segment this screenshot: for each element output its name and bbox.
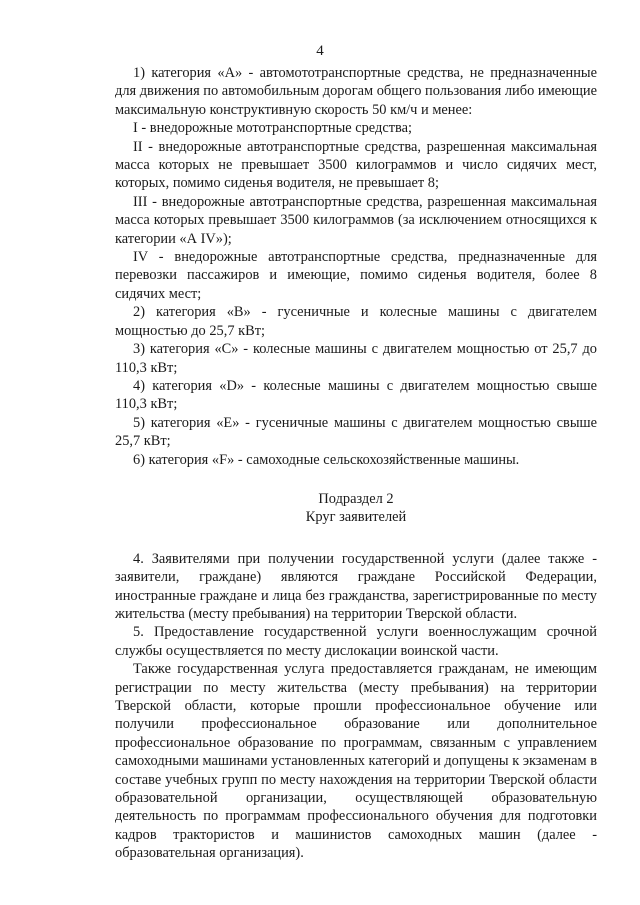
subsection-label: Подраздел 2 — [318, 490, 394, 507]
subsection-title: Круг заявителей — [305, 509, 407, 526]
category-c-paragraph: 3) категория «С» - колесные машины с двигателем мощностью от 25,7 до 110,3 кВт; — [115, 341, 597, 376]
category-f-paragraph: 6) категория «F» - самоходные сельскохозяйственные машины. — [133, 451, 520, 468]
page-number: 4 — [316, 43, 324, 59]
category-b-paragraph: 2) категория «В» - гусеничные и колесные машины с двигателем мощностью до 25,7 кВт; — [115, 304, 597, 339]
spacer — [115, 469, 597, 490]
spacer — [115, 527, 597, 550]
category-e-paragraph: 5) категория «Е» - гусеничные машины с двигателем мощностью свыше 25,7 кВт; — [115, 414, 597, 450]
category-a-paragraph: 1) категория «А» - автомототранспортные средства, не предназначенные для движения по автомобильным дорогам общего пользования либо имеющие максимальную конструктивную скорость 50 км/ч и менее: — [115, 65, 597, 118]
category-a-ii-paragraph: II - внедорожные автотранспортные средства, разрешенная максимальная масса которых не превышает 3500 килограммов и число сидячих мест, которых, помимо сиденья водителя, не превышает 8; — [115, 138, 597, 192]
applicants-paragraph-4: 4. Заявителями при получении государственной услуги (далее также - заявители, граждане) являются граждане Российской Федерации, иностранные граждане и лица без гражданства, зарегистрированные по месту жительства (месту пребывания) на территории Тверской области. — [115, 550, 597, 622]
category-a-iv-paragraph: IV - внедорожные автотранспортные средства, предназначенные для перевозки пассажиров и имеющие, помимо сиденья водителя, более 8 сидячих мест; — [115, 249, 597, 302]
category-d-paragraph: 4) категория «D» - колесные машины с двигателем мощностью свыше 110,3 кВт; — [115, 377, 597, 413]
applicants-paragraph-5: 5. Предоставление государственной услуги военнослужащим срочной службы осуществляется по месту дислокации воинской части. — [115, 624, 597, 659]
document-body — [115, 64, 597, 863]
applicants-paragraph-also: Также государственная услуга предоставляется гражданам, не имеющим регистрации по месту жительства (месту пребывания) на территории Тверской области, которые прошли профессиональное обучение или получили профессиональное образование или дополнительное профессиональное образование по программам, связанным с управлением самоходными машинами установленных категорий и допущены к экзаменам в составе учебных групп по месту нахождения на территории Тверской области образовательной организации, осуществляющей образовательную деятельность по программам профессионального обучения для подготовки кадров трактористов и машинистов самоходных машин (далее - образовательная организация). — [115, 661, 597, 862]
category-a-i-paragraph: I - внедорожные мототранспортные средства; — [133, 120, 412, 137]
category-a-iii-paragraph: III - внедорожные автотранспортные средства, разрешенная максимальная масса которых превышает 3500 килограммов (за исключением относящихся к категории «А IV»); — [115, 193, 597, 247]
